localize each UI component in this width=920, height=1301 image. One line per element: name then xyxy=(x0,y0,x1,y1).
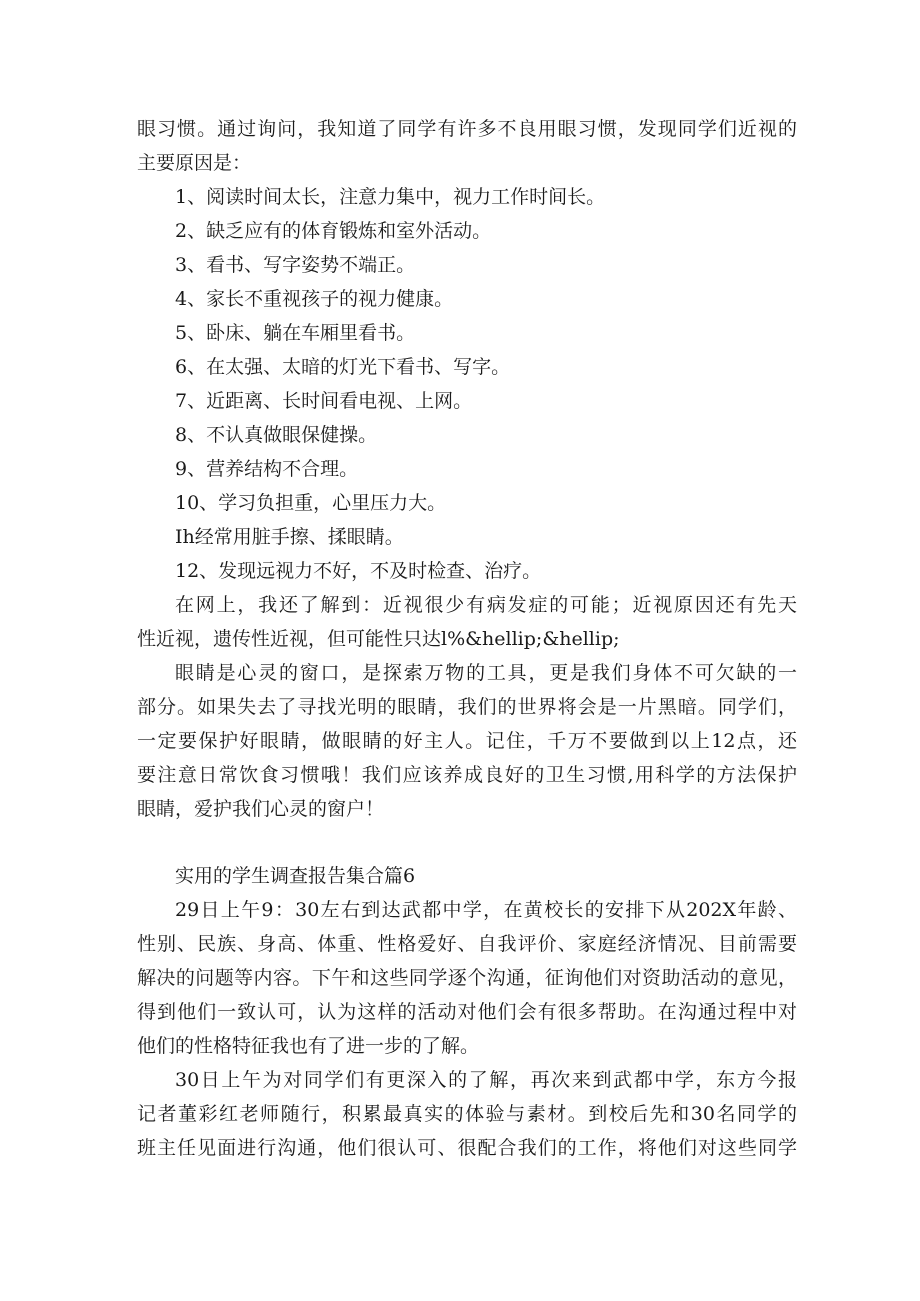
text-line: 得到他们一致认可，认为这样的活动对他们会有很多帮助。在沟通过程中对 xyxy=(137,1001,797,1023)
text-line: 解决的问题等内容。下午和这些同学逐个沟通，征询他们对资助活动的意见， xyxy=(137,967,797,989)
text-line: 部分。如果失去了寻找光明的眼睛，我们的世界将会是一片黑暗。同学们， xyxy=(137,696,797,718)
text-line: 性近视，遗传性近视，但可能性只达l%&hellip;&hellip; xyxy=(137,628,620,650)
online-paragraph xyxy=(137,588,797,656)
text-line: 一定要保护好眼睛，做眼睛的好主人。记住，千万不要做到以上12点，还 xyxy=(137,730,797,752)
causes-list xyxy=(137,180,797,588)
text-line: 记者董彩红老师随行，积累最真实的体验与素材。到校后先和30名同学的 xyxy=(137,1103,797,1125)
list-item: Ih经常用脏手擦、揉眼睛。 xyxy=(175,526,404,548)
list-item: 4、家长不重视孩子的视力健康。 xyxy=(175,288,454,310)
list-item: 6、在太强、太暗的灯光下看书、写字。 xyxy=(175,356,511,378)
document-page xyxy=(137,112,797,1165)
list-item: 10、学习负担重，心里压力大。 xyxy=(175,492,447,514)
eyes-paragraph xyxy=(137,656,797,826)
day29-paragraph xyxy=(137,893,797,1063)
text-line: 班主任见面进行沟通，他们很认可、很配合我们的工作，将他们对这些同学 xyxy=(137,1137,797,1159)
intro-paragraph xyxy=(137,112,797,180)
text-line: 在网上，我还了解到：近视很少有病发症的可能；近视原因还有先天 xyxy=(175,594,797,616)
text-line: 眼睛，爱护我们心灵的窗户！ xyxy=(137,798,385,820)
list-item: 3、看书、写字姿势不端正。 xyxy=(175,254,416,276)
list-item: 1、阅读时间太长，注意力集中，视力工作时间长。 xyxy=(175,186,606,208)
list-item: 12、发现远视力不好，不及时检查、治疗。 xyxy=(175,560,542,582)
text-line: 性别、民族、身高、体重、性格爱好、自我评价、家庭经济情况、目前需要 xyxy=(137,933,797,955)
text-line: 29日上午9：30左右到达武都中学，在黄校长的安排下从202X年龄、 xyxy=(175,899,797,921)
text-line: 眼睛是心灵的窗口，是探索万物的工具，更是我们身体不可欠缺的一 xyxy=(175,662,797,684)
section-title: 实用的学生调查报告集合篇6 xyxy=(175,865,416,887)
day30-paragraph xyxy=(137,1063,797,1165)
list-item: 9、营养结构不合理。 xyxy=(175,458,359,480)
list-item: 8、不认真做眼保健操。 xyxy=(175,424,378,446)
text-line: 他们的性格特征我也有了进一步的了解。 xyxy=(137,1035,480,1057)
list-item: 5、卧床、躺在车厢里看书。 xyxy=(175,322,416,344)
text-line: 眼习惯。通过询问，我知道了同学有许多不良用眼习惯，发现同学们近视的 xyxy=(137,118,797,140)
list-item: 7、近距离、长时间看电视、上网。 xyxy=(175,390,473,412)
text-line: 30日上午为对同学们有更深入的了解，再次来到武都中学，东方今报 xyxy=(175,1069,797,1091)
list-item: 2、缺乏应有的体育锻炼和室外活动。 xyxy=(175,220,492,242)
text-line: 主要原因是： xyxy=(137,152,252,174)
section-spacer xyxy=(137,826,797,859)
text-line: 要注意日常饮食习惯哦！我们应该养成良好的卫生习惯,用科学的方法保护 xyxy=(137,764,797,786)
